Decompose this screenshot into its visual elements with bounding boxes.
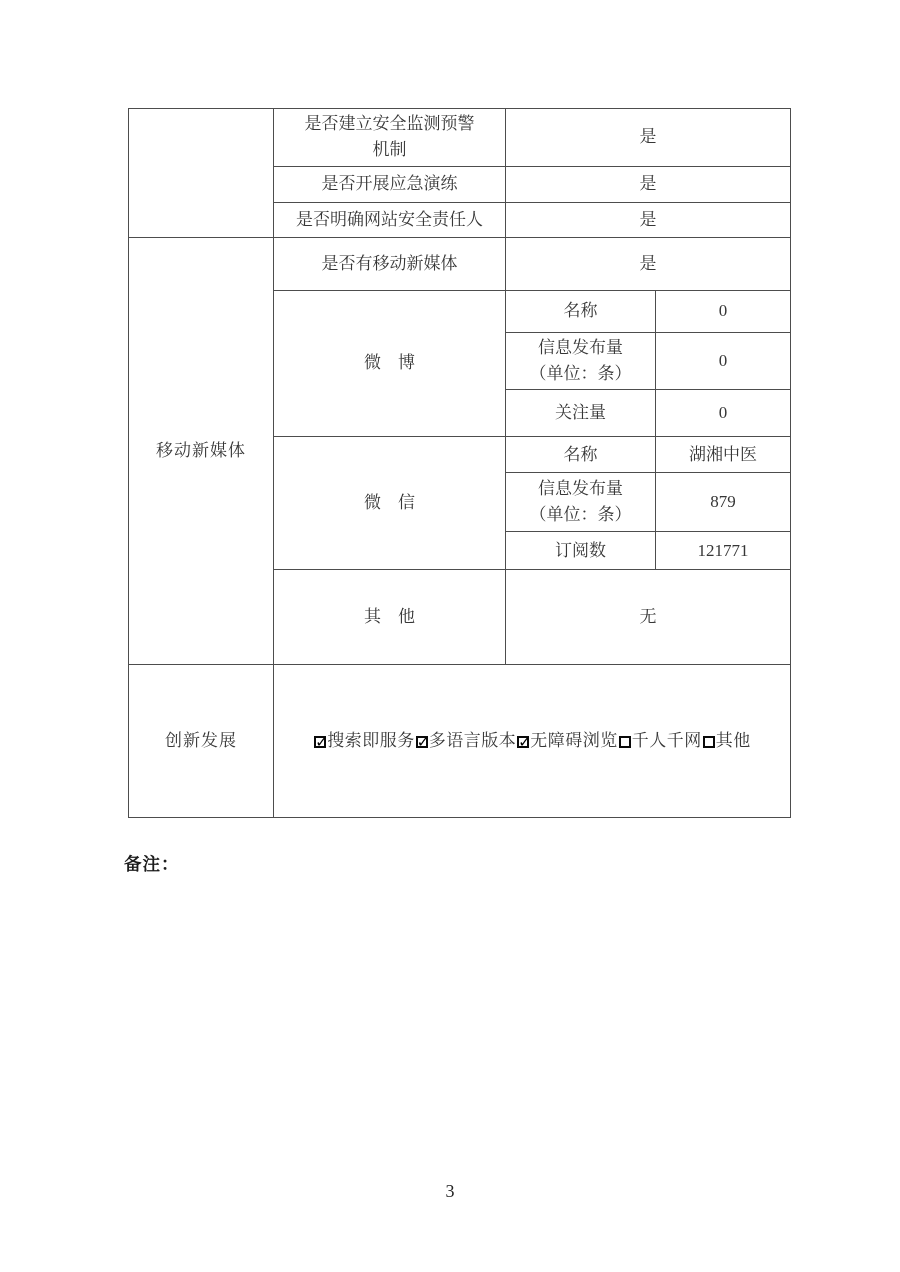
security-answer-cell: 是 <box>506 166 791 202</box>
innovation-option-label: 搜索即服务 <box>327 731 415 751</box>
innovation-options <box>274 665 791 818</box>
wechat-subscribers-label-cell: 订阅数 <box>506 532 656 570</box>
wechat-name-value-cell: 湖湘中医 <box>656 437 791 473</box>
weibo-followers-label-cell: 关注量 <box>506 390 656 437</box>
report-table <box>128 108 791 818</box>
has-mobile-media-question-cell: 是否有移动新媒体 <box>274 237 506 290</box>
other-media-value-cell: 无 <box>506 570 791 665</box>
innovation-option-label: 无障碍浏览 <box>530 731 618 751</box>
weibo-posts-value-cell: 0 <box>656 332 791 390</box>
unchecked-checkbox-icon[interactable] <box>703 736 715 748</box>
security-section-cell <box>129 109 274 238</box>
security-answer-cell: 是 <box>506 109 791 167</box>
security-question-cell: 是否明确网站安全责任人 <box>274 202 506 237</box>
innovation-option-label: 多语言版本 <box>428 731 517 751</box>
innovation-option-label: 其他 <box>715 731 751 751</box>
weibo-label-cell: 微 博 <box>274 290 506 437</box>
innovation-section-label: 创新发展 <box>129 665 274 818</box>
weibo-name-value-cell: 0 <box>656 290 791 332</box>
checked-checkbox-icon[interactable] <box>314 736 326 748</box>
checked-checkbox-icon[interactable] <box>416 736 428 748</box>
other-media-label-cell: 其 他 <box>274 570 506 665</box>
wechat-posts-value-cell: 879 <box>656 473 791 532</box>
wechat-subscribers-value-cell: 121771 <box>656 532 791 570</box>
security-question-cell: 是否建立安全监测预警 机制 <box>274 109 506 167</box>
unchecked-checkbox-icon[interactable] <box>619 736 631 748</box>
checked-checkbox-icon[interactable] <box>517 736 529 748</box>
has-mobile-media-answer-cell: 是 <box>506 237 791 290</box>
weibo-followers-value-cell: 0 <box>656 390 791 437</box>
wechat-name-label-cell: 名称 <box>506 437 656 473</box>
weibo-posts-label-cell: 信息发布量 （单位：条） <box>506 332 656 390</box>
page-number: 3 <box>445 1181 455 1201</box>
remarks-label: 备注： <box>124 854 180 874</box>
wechat-posts-label-cell: 信息发布量 （单位：条） <box>506 473 656 532</box>
weibo-name-label-cell: 名称 <box>506 290 656 332</box>
security-question-cell: 是否开展应急演练 <box>274 166 506 202</box>
security-answer-cell: 是 <box>506 202 791 237</box>
wechat-label-cell: 微 信 <box>274 437 506 570</box>
innovation-option-label: 千人千网 <box>631 731 702 751</box>
mobile-media-section-label: 移动新媒体 <box>129 237 274 665</box>
